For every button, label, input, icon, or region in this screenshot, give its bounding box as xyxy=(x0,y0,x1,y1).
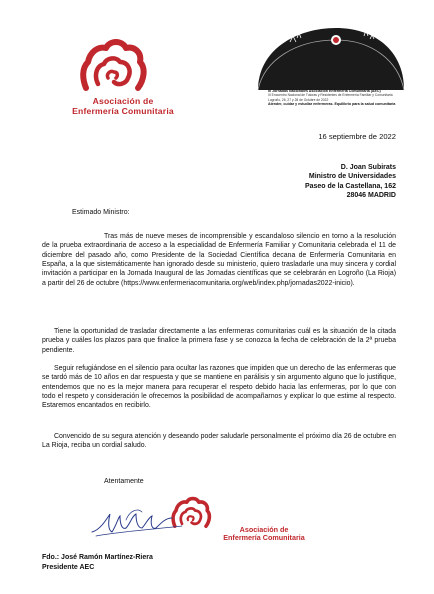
salutation: Estimado Ministro: xyxy=(72,209,130,216)
body-paragraph: Convencido de su segura atención y deseando poder saludarle personalmente el próximo día 26 de octubre en La Rioja, reciba un cordial saludo. xyxy=(42,433,396,450)
letter-date: 16 septiembre de 2022 xyxy=(318,132,396,141)
recipient-street: Paseo de la Castellana, 162 xyxy=(304,182,396,190)
organization-name: Asociación de Enfermería Comunitaria xyxy=(72,96,174,116)
event-description: III Jornadas Nacionales Asociación Enfermería Comunitaria (AEC) III Encuentro Nacional de Tutoras y Residentes de Enfermería Familiar y Comunitaria Logroño, 26, 27 y 28 de Octubre de 2022 Atender, cuidar y estudiar enfermeras. Equilibrio para la salud comunitaria xyxy=(268,89,396,106)
handwritten-signature-icon xyxy=(86,506,206,540)
recipient-name: D. Joan Subirats xyxy=(340,164,396,171)
signer-name: Fdo.: José Ramón Martínez-Riera xyxy=(42,554,153,561)
event-banner-icon xyxy=(256,20,406,90)
aec-spiral-logo-icon xyxy=(78,38,148,94)
recipient-title: Ministro de Universidades xyxy=(308,173,396,181)
event-banner xyxy=(256,20,406,124)
body-paragraph: Seguir refugiándose en el silencio para ocultar las razones que impiden que un derecho de las enfermeras que se tardó más de 10 años en dar respuesta y que se mantiene en parálisis y sin argumento alguno que lo justifique, entendemos que no es la mejor manera para recuperar el respeto debido hacia las enfermeras, por lo que con todo el respeto y consideración le ofrecemos la posibilidad de acompañarnos y explicar lo que estime al respecto. Estaremos encantados en recibirlo. xyxy=(42,365,396,410)
stamp-organization-name: Asociación de Enfermería Comunitaria xyxy=(223,525,305,543)
signature-block xyxy=(42,553,153,572)
body-paragraph: Tras más de nueve meses de incomprensible y escandaloso silencio en torno a la resolución de la prueba extraordinaria de acceso a la especialidad de Enfermería Familiar y Comunitaria celebrada el 11 de diciembre del pasado año, como Presidente de la Sociedad Científica decana de Enfermería Comunitaria en España, a la que sistemáticamente han ignorado desde su ministerio, quiero trasladarle una muy sincera y cordial invitación a participar en la Jornada Inaugural de las Jornadas científicas que se celebrarán en Logroño (La Rioja) a partir del 26 de octubre (https://www.enfermeriacomunitaria.org/web/index.php/jornadas2022-inicio). xyxy=(42,233,396,287)
recipient-address xyxy=(305,163,396,201)
recipient-city: 28046 MADRID xyxy=(346,192,396,200)
body-paragraph: Tiene la oportunidad de trasladar directamente a las enfermeras comunitarias cuál es la situación de la citada prueba y cuáles los plazos para que finalice la primera fase y se conozca la fecha de celebración de la 2ª prueba pendiente. xyxy=(42,328,396,354)
signer-role: Presidente AEC xyxy=(42,563,95,571)
closing-phrase: Atentamente xyxy=(104,478,144,485)
